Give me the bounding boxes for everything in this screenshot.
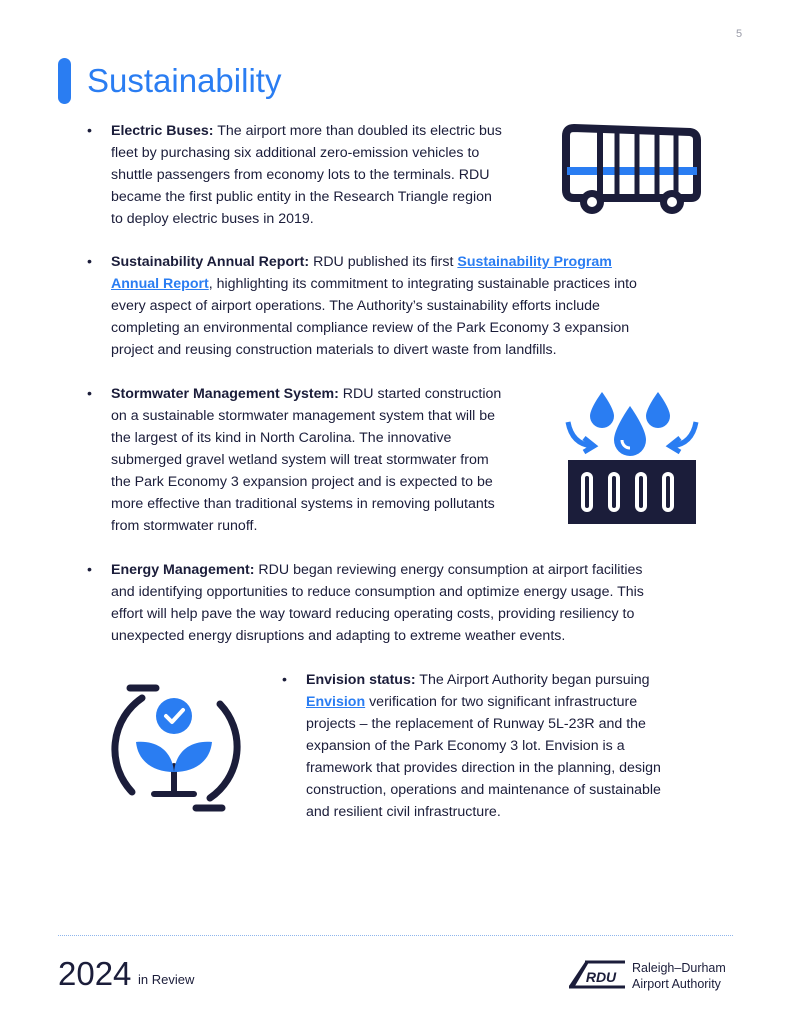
bullet-electric-buses: [87, 120, 551, 230]
footer-divider: [58, 935, 733, 936]
bullet-text: The airport more than doubled its electric bus: [213, 123, 502, 139]
bullet-text: expansion of the Park Economy 3 lot. Envision is a: [306, 738, 625, 754]
footer-year: 2024: [58, 955, 132, 992]
bullet-text: projects – the replacement of Runway 5L-23R and the: [306, 716, 646, 732]
sustainability-cycle-icon: [102, 676, 250, 820]
bullet-text: completing an environmental compliance review of the Park Economy 3 expansion: [111, 320, 630, 336]
bullet-text: submerged gravel wetland system will treat stormwater from: [111, 452, 489, 468]
footer-in-review: in Review: [138, 972, 195, 987]
bullet-dot: •: [87, 386, 92, 402]
bullet-heading: Stormwater Management System:: [111, 386, 339, 402]
bullet-text: and resilient civil infrastructure.: [306, 804, 501, 820]
footer-organization: [632, 960, 726, 992]
bullet-text: verification for two significant infrastructure: [365, 694, 638, 710]
page-number: 5: [736, 28, 743, 40]
bullet-text: the largest of its kind in North Carolina. The innovative: [111, 430, 452, 446]
bullet-text: more effective than traditional systems in removing pollutants: [111, 496, 495, 512]
bullet-text: construction, operations and maintenance of sustainable: [306, 782, 661, 798]
bullet-text: shuttle passengers from economy lots to the terminals. RDU: [111, 167, 490, 183]
bullet-text: from stormwater runoff.: [111, 518, 258, 534]
bullet-text: and identifying opportunities to reduce consumption and optimize energy usage. This: [111, 584, 644, 600]
bullet-dot: •: [87, 254, 92, 270]
bullet-heading: Energy Management:: [111, 562, 255, 578]
bullet-text: became the first public entity in the Research Triangle region: [111, 189, 492, 205]
annual-report-link[interactable]: Annual Report: [111, 276, 209, 292]
bullet-text: effort will help pave the way toward reducing operating costs, providing resiliency to: [111, 606, 635, 622]
page-title: Sustainability: [87, 62, 282, 99]
bullet-heading: Electric Buses:: [111, 123, 214, 139]
bullet-text: The Airport Authority began pursuing: [415, 672, 650, 688]
bullet-annual-report: [87, 251, 711, 361]
footer-org-line1: Raleigh–Durham: [632, 961, 726, 975]
bus-icon: [562, 122, 702, 217]
bullet-text: project and reusing construction materials to divert waste from landfills.: [111, 342, 557, 358]
bullet-text: RDU began reviewing energy consumption at airport facilities: [254, 562, 643, 578]
rdu-logo-text: RDU: [585, 969, 617, 985]
title-accent-bar: [58, 58, 71, 104]
bullet-text: RDU started construction: [338, 386, 502, 402]
annual-report-link[interactable]: Sustainability Program: [457, 254, 612, 270]
bullet-text: the Park Economy 3 expansion project and is expected to be: [111, 474, 493, 490]
bullet-heading: Sustainability Annual Report:: [111, 254, 310, 270]
bullet-text: fleet by purchasing six additional zero-emission vehicles to: [111, 145, 480, 161]
stormwater-drain-icon: [562, 388, 702, 526]
bullet-dot: •: [87, 123, 92, 139]
envision-link[interactable]: Envision: [306, 694, 366, 710]
bullet-text: , highlighting its commitment to integrating sustainable practices into: [208, 276, 637, 292]
bullet-text: to deploy electric buses in 2019.: [111, 211, 314, 227]
bullet-energy: [87, 559, 711, 647]
bullet-stormwater: [87, 383, 551, 537]
footer-org-line2: Airport Authority: [632, 977, 721, 991]
bullet-text: RDU published its first: [309, 254, 458, 270]
bullet-text: framework that provides direction in the planning, design: [306, 760, 661, 776]
bullet-dot: •: [282, 672, 287, 688]
rdu-logo: [567, 958, 627, 990]
bullet-envision: [282, 669, 706, 823]
bullet-heading: Envision status:: [306, 672, 416, 688]
bullet-text: on a sustainable stormwater management system that will be: [111, 408, 496, 424]
bullet-text: unexpected energy disruptions and adapting to extreme weather events.: [111, 628, 566, 644]
bullet-text: every aspect of airport operations. The Authority’s sustainability efforts include: [111, 298, 600, 314]
bullet-dot: •: [87, 562, 92, 578]
